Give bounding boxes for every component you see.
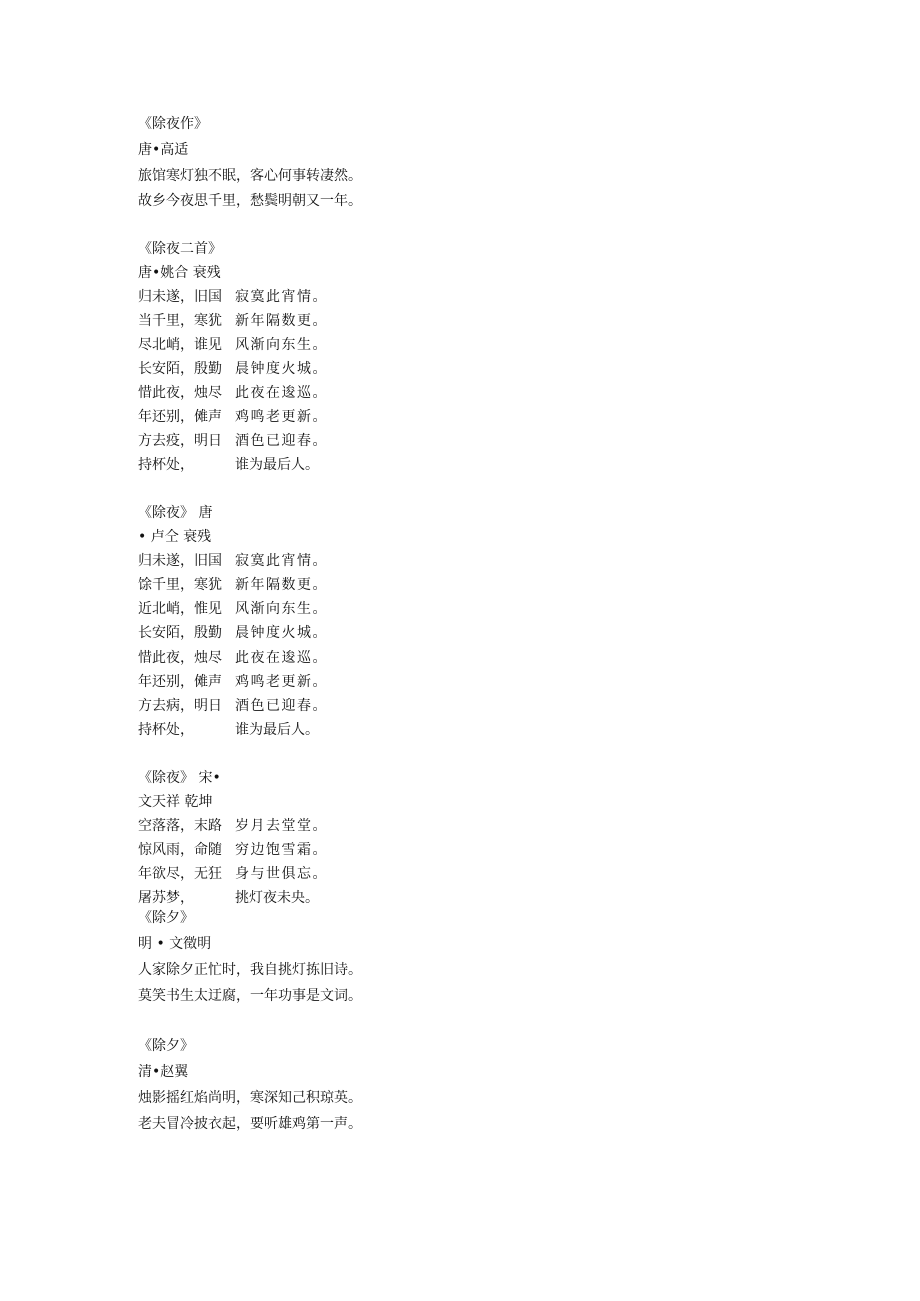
poem3-row-right: 谁为最后人。 [235,722,319,738]
poem3-row-left: 年还别，傩声 [138,674,222,690]
poem3-row-left: 惜此夜，烛尽 [138,650,222,666]
poem2-row-right: 鸡鸣老更新。 [235,409,328,425]
poem3-row-left: 持杯处， [138,722,194,738]
poem5-line-2: 莫笑书生太迂腐，一年功事是文词。 [138,988,362,1004]
poem2-row-right: 晨钟度火城。 [235,361,328,377]
poem3-row-right: 新年隔数更。 [235,577,328,593]
poem4-row-right: 身与世俱忘。 [235,866,328,882]
poem2-row-right: 此夜在逡巡。 [235,385,328,401]
poem3-row-right: 此夜在逡巡。 [235,650,328,666]
poem2-title: 《除夜二首》 [138,241,222,257]
poem2-row-left: 方去疫，明日 [138,433,222,449]
poem3-row-right: 鸡鸣老更新。 [235,674,328,690]
poem3-row-right: 风渐向东生。 [235,601,328,617]
poem2-row-left: 尽北峭，谁见 [138,337,222,353]
poem6-line-2: 老夫冒冷披衣起，要听雄鸡第一声。 [138,1116,362,1132]
poem4-row-right: 挑灯夜未央。 [235,890,319,906]
poem3-row-left: 近北峭，惟见 [138,601,222,617]
poem2-row-right: 寂寞此宵情。 [235,289,328,305]
poem4-row-right: 穷边饱雪霜。 [235,842,328,858]
poem3-row-right: 晨钟度火城。 [235,625,328,641]
poem1-author: 唐•高适 [138,142,189,158]
poem1-title: 《除夜作》 [138,116,208,132]
poem6-line-1: 烛影摇红焰尚明，寒深知己积琼英。 [138,1090,362,1106]
poem4-row-left: 空落落，末路 [138,818,222,834]
poem2-row-left: 持杯处， [138,457,194,473]
poem2-row-right: 风渐向东生。 [235,337,328,353]
poem3-row-left: 馀千里，寒犹 [138,577,222,593]
poem3-row-left: 长安陌，殷勤 [138,625,222,641]
poem2-author: 唐•姚合 衰残 [138,265,221,281]
poem3-row-right: 酒色已迎春。 [235,698,328,714]
poem1-line-2: 故乡今夜思千里，愁鬓明朝又一年。 [138,193,362,209]
poem5-line-1: 人家除夕正忙时，我自挑灯拣旧诗。 [138,962,362,978]
poem2-row-left: 年还别，傩声 [138,409,222,425]
poem4-author: 文天祥 乾坤 [138,794,213,810]
poem3-row-left: 归未遂，旧国 [138,553,222,569]
poem5-author: 明 • 文徵明 [138,936,212,952]
poem3-row-left: 方去病，明日 [138,698,222,714]
poem2-row-left: 长安陌，殷勤 [138,361,222,377]
poem3-title: 《除夜》 唐 [138,505,213,521]
poem4-row-right: 岁月去堂堂。 [235,818,328,834]
poem6-author: 清•赵翼 [138,1064,189,1080]
poem2-row-right: 谁为最后人。 [235,457,319,473]
poem4-row-left: 屠苏梦， [138,890,194,906]
poem2-row-left: 归未遂，旧国 [138,289,222,305]
poem3-author: • 卢仝 衰残 [138,529,212,545]
poem2-row-left: 惜此夜，烛尽 [138,385,222,401]
poem4-row-left: 年欲尽，无狂 [138,866,222,882]
poem4-title: 《除夜》 宋• [138,770,221,786]
poem6-title: 《除夕》 [138,1038,194,1054]
poem4-row-left: 惊风雨，命随 [138,842,222,858]
poem1-line-1: 旅馆寒灯独不眠，客心何事转凄然。 [138,168,362,184]
poem3-row-right: 寂寞此宵情。 [235,553,328,569]
poem2-row-right: 新年隔数更。 [235,313,328,329]
poem2-row-right: 酒色已迎春。 [235,433,328,449]
poem2-row-left: 当千里，寒犹 [138,313,222,329]
poem5-title: 《除夕》 [138,910,194,926]
